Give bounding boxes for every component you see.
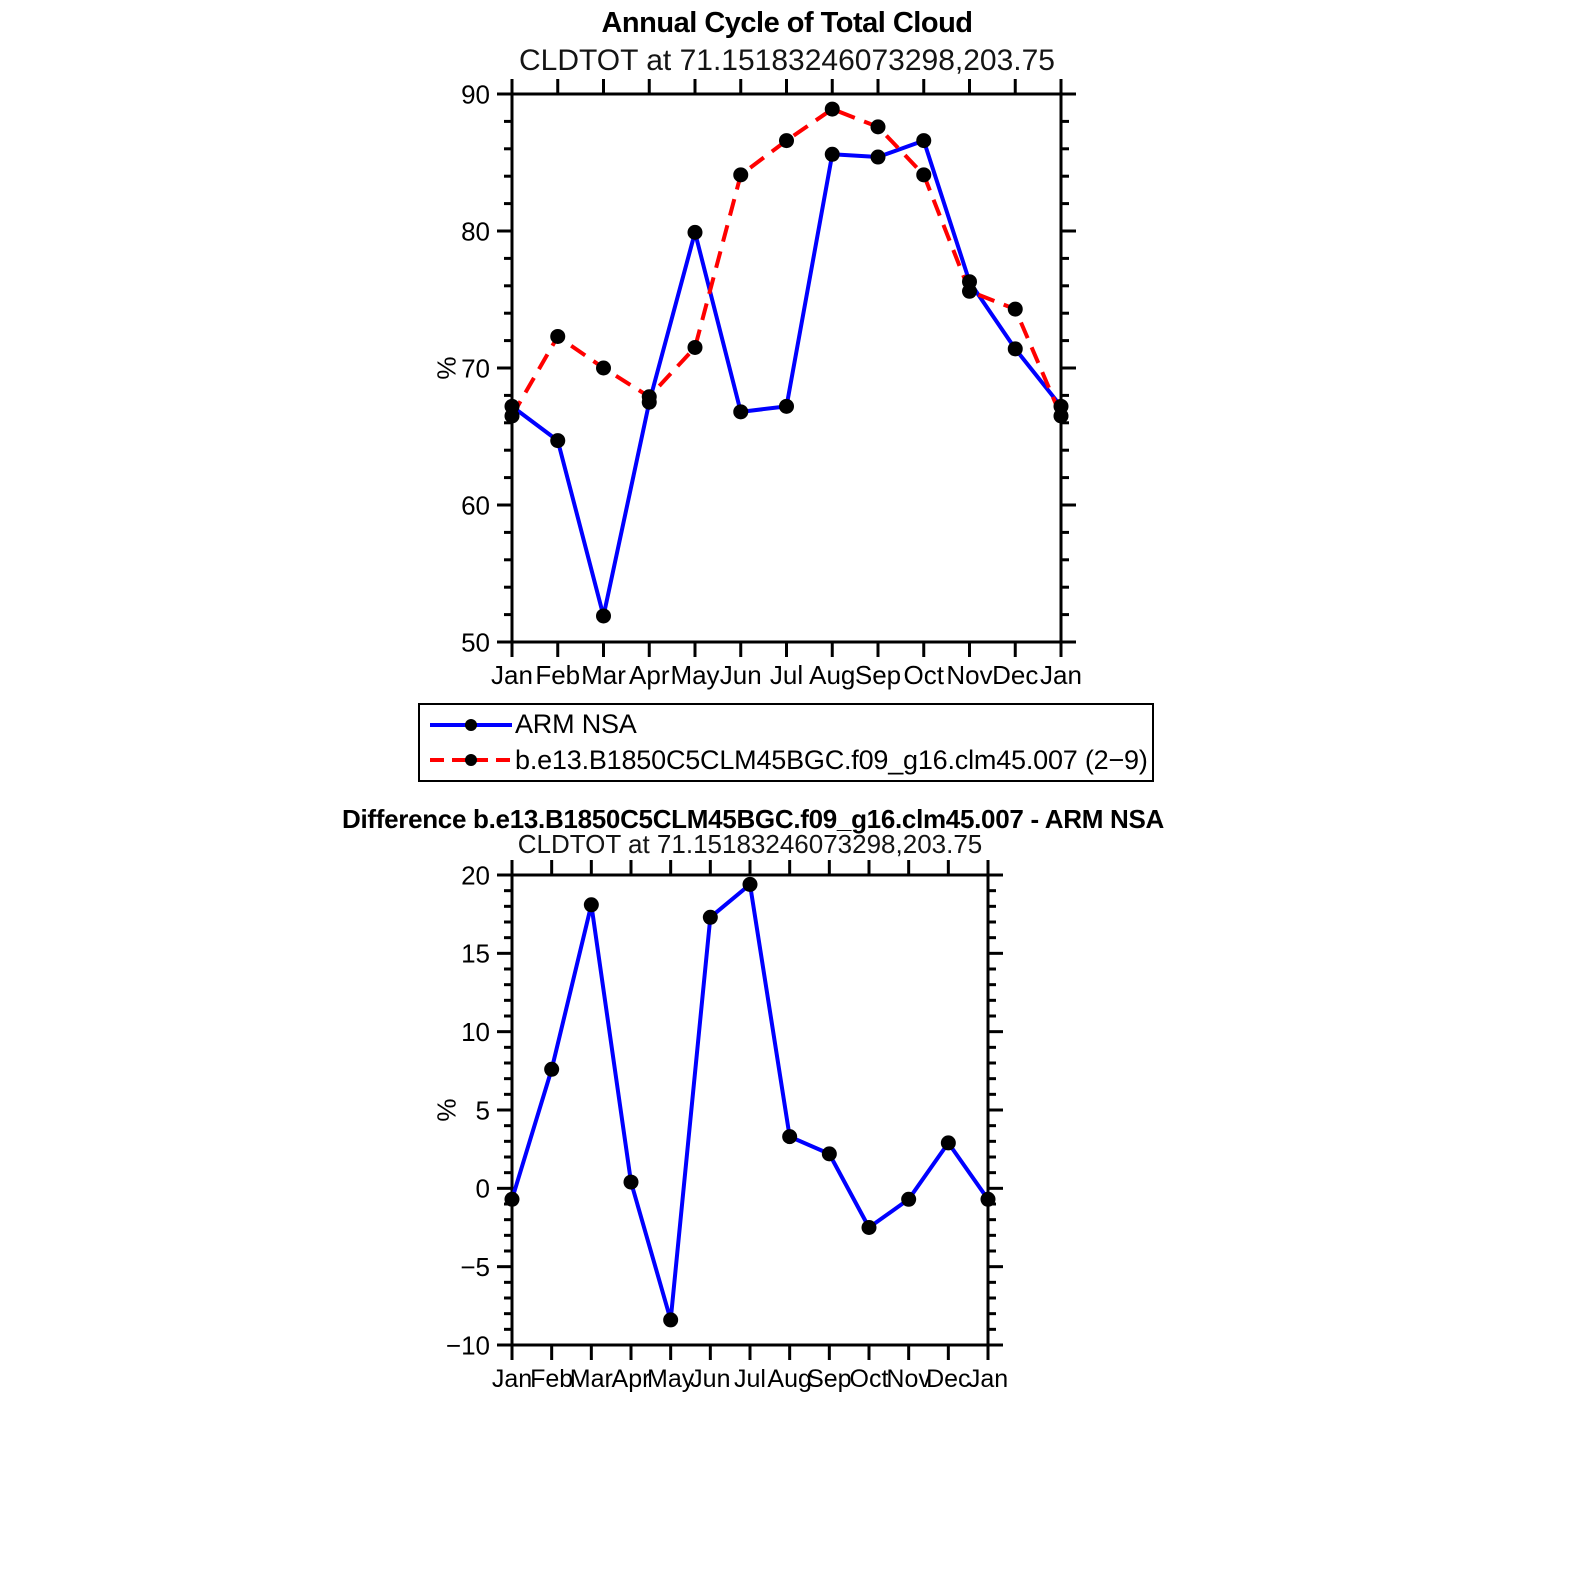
month-label: Feb: [535, 660, 581, 690]
month-label: Oct: [903, 660, 944, 690]
y-tick-label: 10: [461, 1017, 490, 1048]
data-point-series-1: [941, 1135, 956, 1150]
data-point-series-1: [663, 1312, 678, 1327]
data-point-series-2: [779, 133, 794, 148]
legend-model-marker-icon: [465, 754, 477, 766]
data-point-series-1: [743, 877, 758, 892]
y-tick-label: 20: [461, 860, 490, 891]
y-tick-label: 90: [461, 79, 490, 110]
page-title: Annual Cycle of Total Cloud: [601, 7, 973, 39]
data-point-series-1: [733, 404, 748, 419]
data-point-series-1: [703, 910, 718, 925]
data-point-series-1: [825, 147, 840, 162]
data-point-series-2: [596, 361, 611, 376]
month-label: Jun: [690, 1365, 731, 1393]
data-point-series-1: [779, 399, 794, 414]
month-label: Jan: [1040, 660, 1082, 690]
month-label: Apr: [629, 660, 670, 690]
difference-chart-title: Difference b.e13.B1850C5CLM45BGC.f09_g16.clm45.007 - ARM NSA: [341, 804, 1165, 834]
legend-label-obs: ARM NSA: [515, 709, 637, 740]
month-label: Feb: [530, 1365, 574, 1393]
data-point-series-2: [505, 408, 520, 423]
month-label: Mar: [581, 660, 626, 690]
month-label: Nov: [946, 660, 993, 690]
month-label: Jun: [719, 660, 762, 690]
month-label: Aug: [767, 1365, 812, 1393]
data-point-series-1: [688, 225, 703, 240]
data-point-series-2: [1054, 408, 1069, 423]
month-label: Oct: [849, 1365, 889, 1393]
legend-row-model: [430, 745, 1152, 776]
data-point-series-1: [584, 897, 599, 912]
y-tick-label: −10: [445, 1330, 490, 1361]
data-point-series-2: [871, 119, 886, 134]
data-point-series-1: [550, 433, 565, 448]
data-point-series-1: [1008, 341, 1023, 356]
series-line-1: [512, 141, 1061, 616]
month-label: Jan: [967, 1365, 1009, 1393]
data-point-series-1: [981, 1192, 996, 1207]
legend-sample-solid-line: [430, 718, 512, 732]
month-label: Dec: [992, 660, 1039, 690]
month-label: Aug: [809, 660, 856, 690]
data-point-series-1: [916, 133, 931, 148]
month-label: Jan: [491, 660, 533, 690]
legend-sample-dashed-line: [430, 753, 512, 767]
y-tick-label: 5: [475, 1095, 490, 1126]
month-label: Mar: [569, 1365, 613, 1393]
month-label: Jul: [769, 660, 804, 690]
y-tick-label: 80: [461, 216, 490, 247]
month-label: Sep: [807, 1365, 852, 1393]
data-point-series-2: [916, 167, 931, 182]
month-label: Dec: [926, 1365, 971, 1393]
legend-label-model: b.e13.B1850C5CLM45BGC.f09_g16.clm45.007 (2−9): [515, 744, 1148, 775]
month-label: Jul: [734, 1365, 766, 1393]
top-chart-subtitle: CLDTOT at 71.15183246073298,203.75: [519, 44, 1055, 77]
data-point-series-2: [550, 329, 565, 344]
difference-chart-subtitle: CLDTOT at 71.15183246073298,203.75: [517, 829, 983, 859]
data-point-series-1: [901, 1192, 916, 1207]
month-label: May: [647, 1365, 695, 1393]
data-point-series-1: [871, 150, 886, 165]
data-point-series-1: [544, 1062, 559, 1077]
legend-box: [418, 703, 1154, 782]
series-line-2: [512, 109, 1061, 416]
data-point-series-2: [642, 389, 657, 404]
data-point-series-2: [962, 284, 977, 299]
axis-frame: [512, 94, 1061, 642]
data-point-series-2: [1008, 302, 1023, 317]
month-label: Apr: [611, 1365, 651, 1393]
series-line-1: [512, 884, 988, 1320]
data-point-series-1: [505, 1192, 520, 1207]
month-label: Jan: [491, 1365, 533, 1393]
data-point-series-2: [688, 340, 703, 355]
data-point-series-2: [733, 167, 748, 182]
chart-2: [431, 860, 1008, 1393]
y-tick-label: 0: [475, 1173, 490, 1204]
y-tick-label: 70: [461, 353, 490, 384]
month-label: Nov: [886, 1365, 931, 1393]
y-axis-unit-label: %: [431, 356, 462, 380]
y-tick-label: 50: [461, 627, 490, 658]
legend-row-obs: [430, 709, 1152, 740]
data-point-series-1: [596, 608, 611, 623]
y-tick-label: 60: [461, 490, 490, 521]
chart-1: [431, 79, 1082, 690]
data-point-series-1: [782, 1129, 797, 1144]
data-point-series-1: [624, 1175, 639, 1190]
month-label: Sep: [854, 660, 902, 690]
data-point-series-2: [825, 102, 840, 117]
y-tick-label: 15: [461, 938, 490, 969]
data-point-series-1: [822, 1146, 837, 1161]
y-tick-label: −5: [460, 1252, 490, 1283]
legend-obs-marker-icon: [465, 719, 477, 731]
month-label: May: [670, 660, 720, 690]
y-axis-unit-label: %: [431, 1098, 462, 1122]
data-point-series-1: [862, 1220, 877, 1235]
